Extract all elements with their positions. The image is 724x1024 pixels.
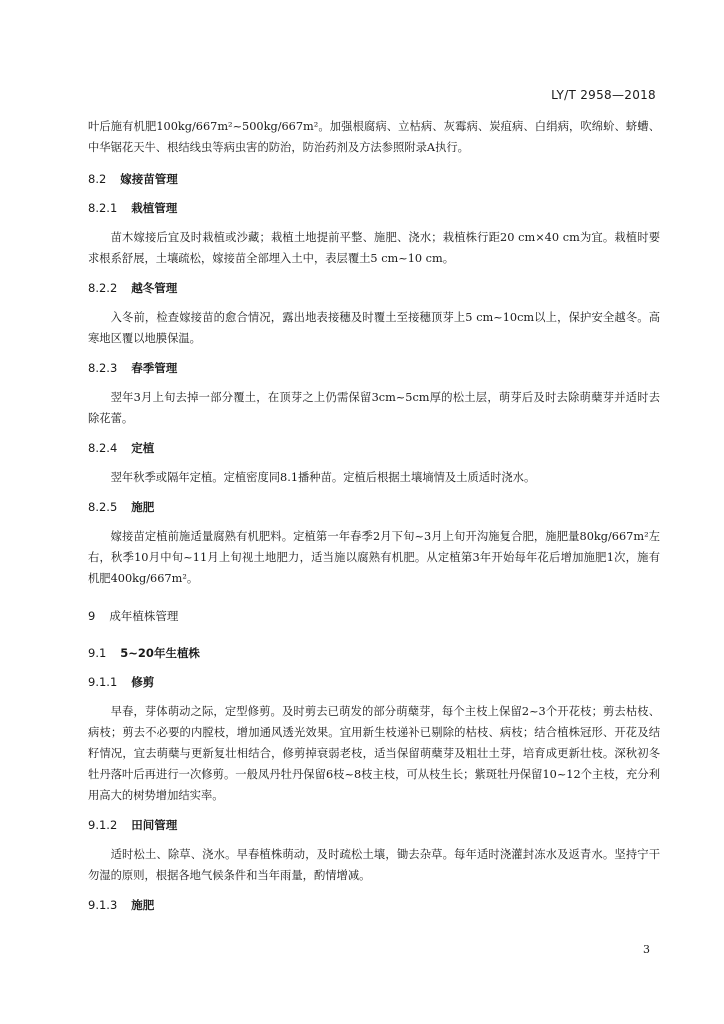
section-title: 施肥 [131,500,155,514]
section-heading [88,815,660,835]
section-title: 施肥 [131,898,155,912]
paragraph: 入冬前，检查嫁接苗的愈合情况，露出地表接穗及时覆土至接穗顶芽上5 cm~10cm以上，保护安全越冬。高寒地区覆以地膜保温。 [88,311,660,345]
section-number: 8.2.4 [88,441,118,455]
section-number: 9.1.2 [88,818,118,832]
section-number: 8.2 [88,172,107,186]
section-number: 9.1 [88,646,107,660]
paragraph: 翌年3月上旬去掉一部分覆土，在顶芽之上仍需保留3cm~5cm厚的松土层，萌芽后及时去除萌蘖芽并适时去除花蕾。 [88,391,660,425]
standard-code: LY/T 2958—2018 [551,88,656,102]
section-number: 8.2.1 [88,201,118,215]
section-title: 栽植管理 [131,201,178,215]
section-title: 5~20年生植株 [120,646,200,660]
section-heading [88,198,660,218]
paragraph: 翌年秋季或隔年定植。定植密度同8.1播种苗。定植后根据土壤墒情及土质适时浇水。 [110,471,536,484]
paragraph: 叶后施有机肥100kg/667m²~500kg/667m²。加强根腐病、立枯病、灰霉病、炭疽病、白绢病，吹绵蚧、蛴螬、中华锯花天牛、根结线虫等病虫害的防治，防治药剂及方法参照附录A执行。 [88,120,660,154]
paragraph: 苗木嫁接后宜及时栽植或沙藏；栽植土地提前平整、施肥、浇水；栽植株行距20 cm×40 cm为宜。栽植时要求根系舒展，土壤疏松，嫁接苗全部埋入土中，表层覆土5 cm~10 cm。 [88,231,660,265]
chapter-heading [88,606,660,626]
chapter-title: 成年植株管理 [109,609,179,623]
section-number: 8.2.5 [88,500,118,514]
section-title: 修剪 [131,675,155,689]
section-number: 9.1.3 [88,898,118,912]
section-heading [88,169,660,189]
paragraph: 早春，芽体萌动之际，定型修剪。及时剪去已萌发的部分萌蘖芽，每个主枝上保留2~3个开花枝；剪去枯枝、病枝；剪去不必要的内膛枝，增加通风透光效果。宜用新生枝递补已剔除的枯枝、病枝；结合植株冠形、开花及结籽情况，宜去萌蘖与更新复壮相结合，修剪掉衰弱老枝，适当保留萌蘖芽及粗壮土芽，培育成更新壮枝。深秋初冬牡丹落叶后再进行一次修剪。一般凤丹牡丹保留6枝~8枝主枝，可从枝生长；紫斑牡丹保留10~12个主枝，充分利用高大的树势增加结实率。 [88,705,660,802]
chapter-number: 9 [88,609,96,623]
section-number: 8.2.3 [88,361,118,375]
section-heading [88,643,660,663]
section-title: 定植 [131,441,155,455]
section-title: 嫁接苗管理 [120,172,178,186]
section-title: 春季管理 [131,361,178,375]
section-heading [88,278,660,298]
page-number: 3 [643,943,650,956]
paragraph: 嫁接苗定植前施适量腐熟有机肥料。定植第一年春季2月下旬~3月上旬开沟施复合肥，施肥量80kg/667m²左右，秋季10月中旬~11月上旬视土地肥力，适当施以腐熟有机肥。从定植第3年开始每年花后增加施肥1次，施有机肥400kg/667m²。 [88,530,660,585]
paragraph: 适时松土、除草、浇水。早春植株萌动，及时疏松土壤，锄去杂草。每年适时浇灌封冻水及返青水。坚持宁干勿湿的原则，根据各地气候条件和当年雨量，酌情增减。 [88,848,660,882]
section-heading [88,497,660,517]
section-title: 田间管理 [131,818,178,832]
section-heading [88,358,660,378]
section-number: 8.2.2 [88,281,118,295]
section-heading [88,895,660,915]
section-title: 越冬管理 [131,281,178,295]
section-heading [88,438,660,458]
section-heading [88,672,660,692]
document-body [88,116,660,915]
section-number: 9.1.1 [88,675,118,689]
